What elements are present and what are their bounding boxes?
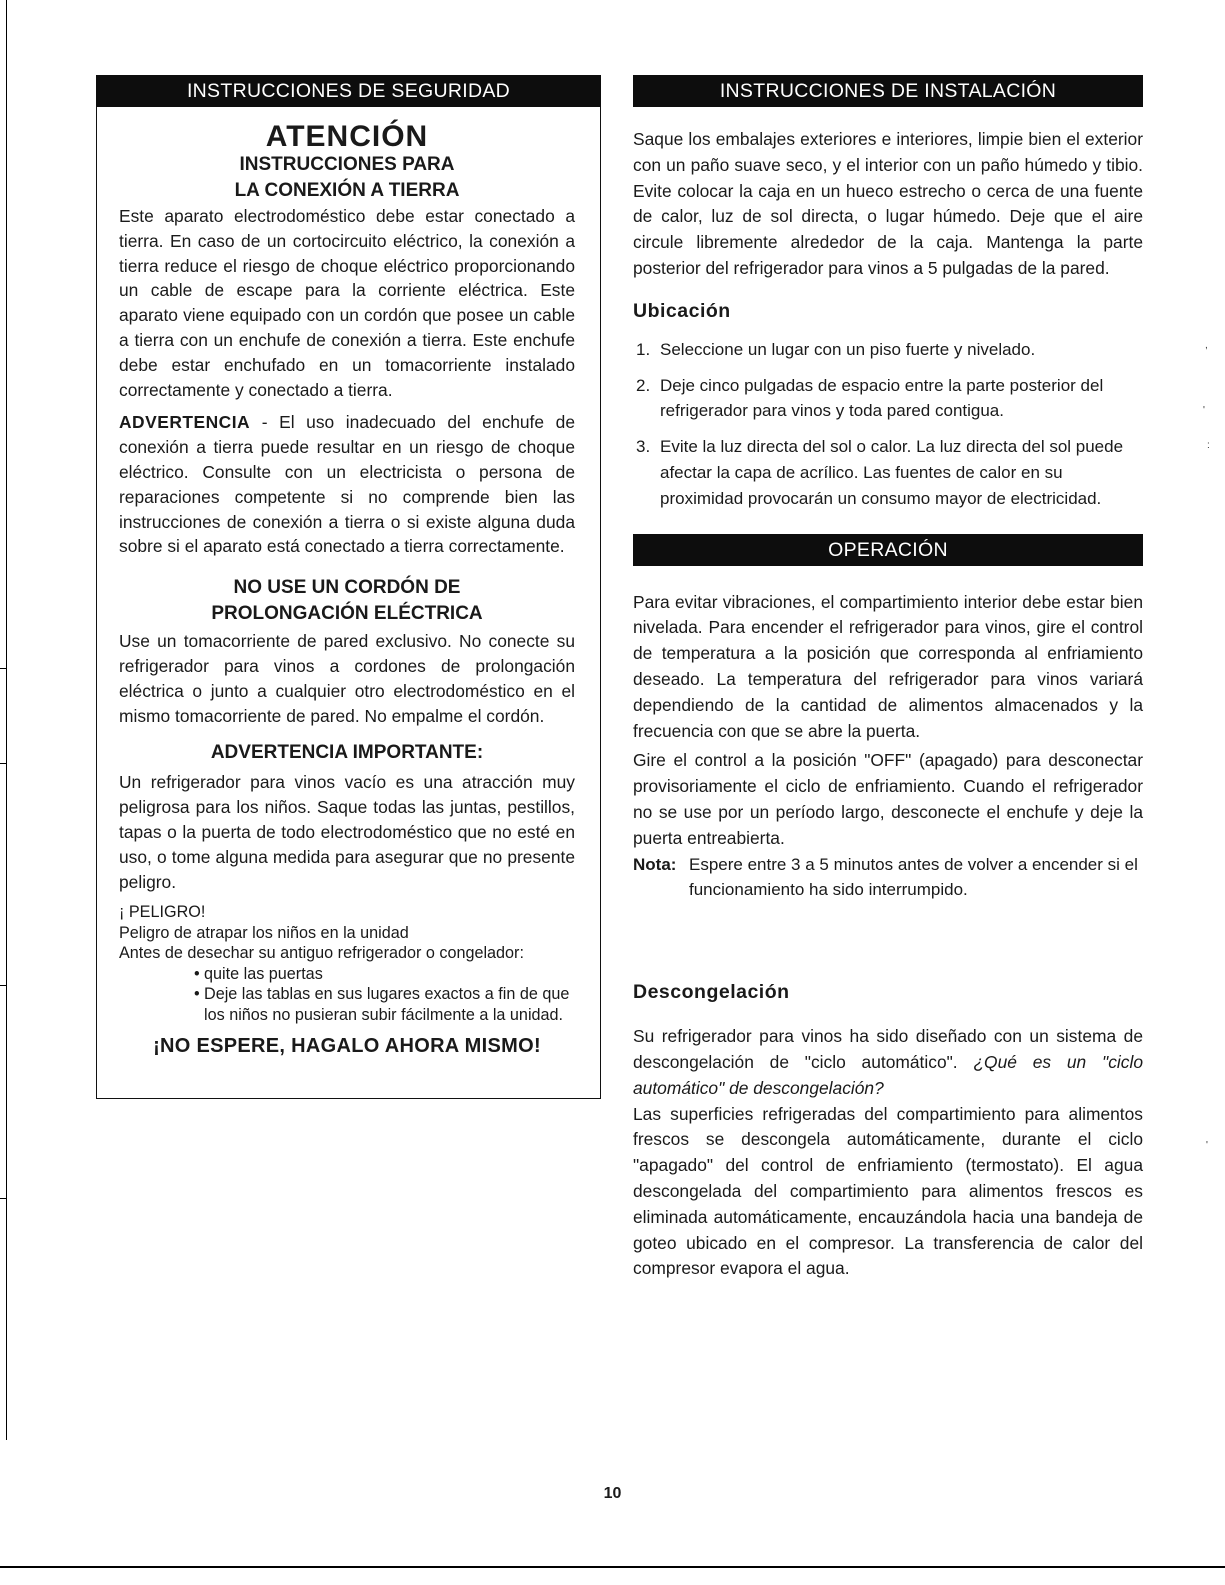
- danger-line: ¡ PELIGRO!: [119, 903, 206, 922]
- scan-speck: ': [1206, 1140, 1208, 1151]
- installation-intro: Saque los embalajes exteriores e interiores, limpie bien el exterior con un paño suave seco, y el interior con un paño húmedo y tibio. Evite colocar la caja en un hueco estrecho o cerca de una fuente de calor, luz de sol directa, o lugar húmedo. Deje que el aire circule libremente alrededor de la caja. Mantenga la parte posterior del refrigerador para vinos a 5 pulgadas de la pared.: [633, 129, 1143, 278]
- defrost-question: ¿Qué es un "ciclo automático" de descongelación?: [633, 1051, 1143, 1098]
- important-warning-title: ADVERTENCIA IMPORTANTE:: [210, 742, 484, 764]
- step-number: 3.: [636, 437, 651, 457]
- scan-speck: :: [1207, 440, 1210, 451]
- bullet-text: quite las puertas: [204, 964, 323, 983]
- step-text: Deje cinco pulgadas de espacio entre la parte posterior del refrigerador para vinos y toda pared contigua.: [660, 375, 1104, 421]
- scan-speck: ': [1203, 405, 1205, 416]
- grounding-title-line-1: INSTRUCCIONES PARA: [239, 154, 455, 175]
- important-warning-paragraph: Un refrigerador para vinos vacío es una atracción muy peligrosa para los niños. Saque todas las juntas, pestillos, tapas o la puerta de todo electrodoméstico que no esté en uso, o tome alguna medida para asegurar que no presente peligro.: [119, 772, 575, 892]
- warning-text: - El uso inadecuado del enchufe de conexión a tierra puede resultar en un riesgo de choque eléctrico. Consulte con un electricista o persona de reparaciones competente si no comprende bien las instrucciones de conexión a tierra o si existe alguna duda sobre si el aparato está conectado a tierra correctamente.: [119, 412, 575, 557]
- installation-header: INSTRUCCIONES DE INSTALACIÓN: [633, 75, 1143, 107]
- defrost-paragraph-2: Las superficies refrigeradas del compartimiento para alimentos frescos se descongela automáticamente, durante el ciclo "apagado" del control de enfriamiento (termostato). El agua descongelada del compartimiento para alimentos frescos es eliminada automáticamente, encauzándola hacia una bandeja de goteo ubicado en el compresor. La transferencia de calor del compresor evapora el agua.: [633, 1103, 1143, 1279]
- operation-note: [633, 852, 1143, 904]
- scan-edge-bottom: [0, 1566, 1225, 1568]
- page-number: 10: [603, 1485, 622, 1502]
- step-text: Seleccione un lugar con un piso fuerte y nivelado.: [660, 339, 1036, 359]
- bullet-icon: •: [194, 985, 200, 1004]
- safety-box: [96, 107, 601, 1099]
- bullet-icon: •: [194, 964, 200, 983]
- bullet-text: Deje las tablas en sus lugares exactos a fin de que los niños no pusieran subir fácilmente a la unidad.: [204, 985, 570, 1024]
- list-item: [633, 373, 1143, 425]
- danger-line: Antes de desechar su antiguo refrigerador o congelador:: [119, 944, 524, 963]
- danger-line: Peligro de atrapar los niños en la unidad: [119, 923, 409, 942]
- grounding-title-line-2: LA CONEXIÓN A TIERRA: [234, 180, 460, 201]
- defrost-intro-text: Su refrigerador para vinos ha sido diseñado con un sistema de descongelación de "ciclo automático".: [633, 1026, 1143, 1072]
- safety-header: INSTRUCCIONES DE SEGURIDAD: [96, 75, 601, 107]
- list-item: [194, 964, 575, 985]
- scan-mark: [0, 985, 6, 986]
- scan-mark: [0, 763, 6, 764]
- installation-section: [633, 75, 1143, 1282]
- operation-header: OPERACIÓN: [633, 534, 1143, 566]
- safety-section: [96, 75, 601, 1100]
- list-item: [633, 434, 1143, 511]
- defrost-heading: Descongelación: [633, 981, 790, 1004]
- scan-edge-left: [6, 0, 7, 1440]
- list-item: [633, 337, 1143, 363]
- note-text: Espere entre 3 a 5 minutos antes de volver a encender si el funcionamiento ha sido interrumpido.: [689, 854, 1138, 900]
- scan-mark: [0, 668, 6, 669]
- scan-speck: ,: [1205, 340, 1208, 351]
- scan-mark: [0, 1198, 6, 1199]
- extension-title-line-1: NO USE UN CORDÓN DE: [233, 577, 461, 599]
- danger-bullet-list: [119, 964, 575, 1026]
- extension-paragraph: Use un tomacorriente de pared exclusivo. No conecte su refrigerador para vinos a cordones de prolongación eléctrica o junto a cualquier otro electrodoméstico en el mismo tomacorriente de pared. No empalme el cordón.: [119, 631, 575, 726]
- grounding-paragraph: Este aparato electrodoméstico debe estar conectado a tierra. En caso de un cortocircuito eléctrico, la conexión a tierra reduce el riesgo de choque eléctrico proporcionando un cable de escape para la corriente eléctrica. Este aparato viene equipado con un cordón que posee un cable a tierra con un enchufe de conexión a tierra. Este enchufe debe estar enchufado en un tomacorriente instalado correctamente y conectado a tierra.: [119, 206, 575, 400]
- warning-paragraph: [119, 410, 575, 559]
- step-text: Evite la luz directa del sol o calor. La luz directa del sol puede afectar la capa de acrílico. Las fuentes de calor en su proximidad provocarán un consumo mayor de electricidad.: [660, 437, 1124, 508]
- step-number: 1.: [636, 339, 651, 359]
- warning-label: ADVERTENCIA: [119, 412, 251, 433]
- list-item: [194, 984, 575, 1025]
- operation-paragraph-1: Para evitar vibraciones, el compartimiento interior debe estar bien nivelada. Para encender el refrigerador para vinos, gire el control de temperatura a la posición que corresponda al enfriamiento deseado. La temperatura del refrigerador para vinos variará dependiendo de la cantidad de alimentos almacenados y la frecuencia con que se abre la puerta.: [633, 591, 1143, 741]
- extension-title-line-2: PROLONGACIÓN ELÉCTRICA: [211, 603, 483, 625]
- location-heading: Ubicación: [633, 299, 731, 322]
- attention-title: ATENCIÓN: [265, 120, 429, 153]
- defrost-paragraph-1: [633, 1024, 1143, 1101]
- step-number: 2.: [636, 375, 651, 395]
- location-steps: [633, 337, 1143, 512]
- note-label: Nota:: [633, 854, 677, 874]
- final-warning: ¡NO ESPERE, HAGALO AHORA MISMO!: [153, 1035, 541, 1058]
- operation-paragraph-2: Gire el control a la posición "OFF" (apagado) para desconectar provisoriamente el ciclo de enfriamiento. Cuando el refrigerador no se use por un período largo, desconecte el enchufe y deje la puerta entreabierta.: [633, 750, 1143, 848]
